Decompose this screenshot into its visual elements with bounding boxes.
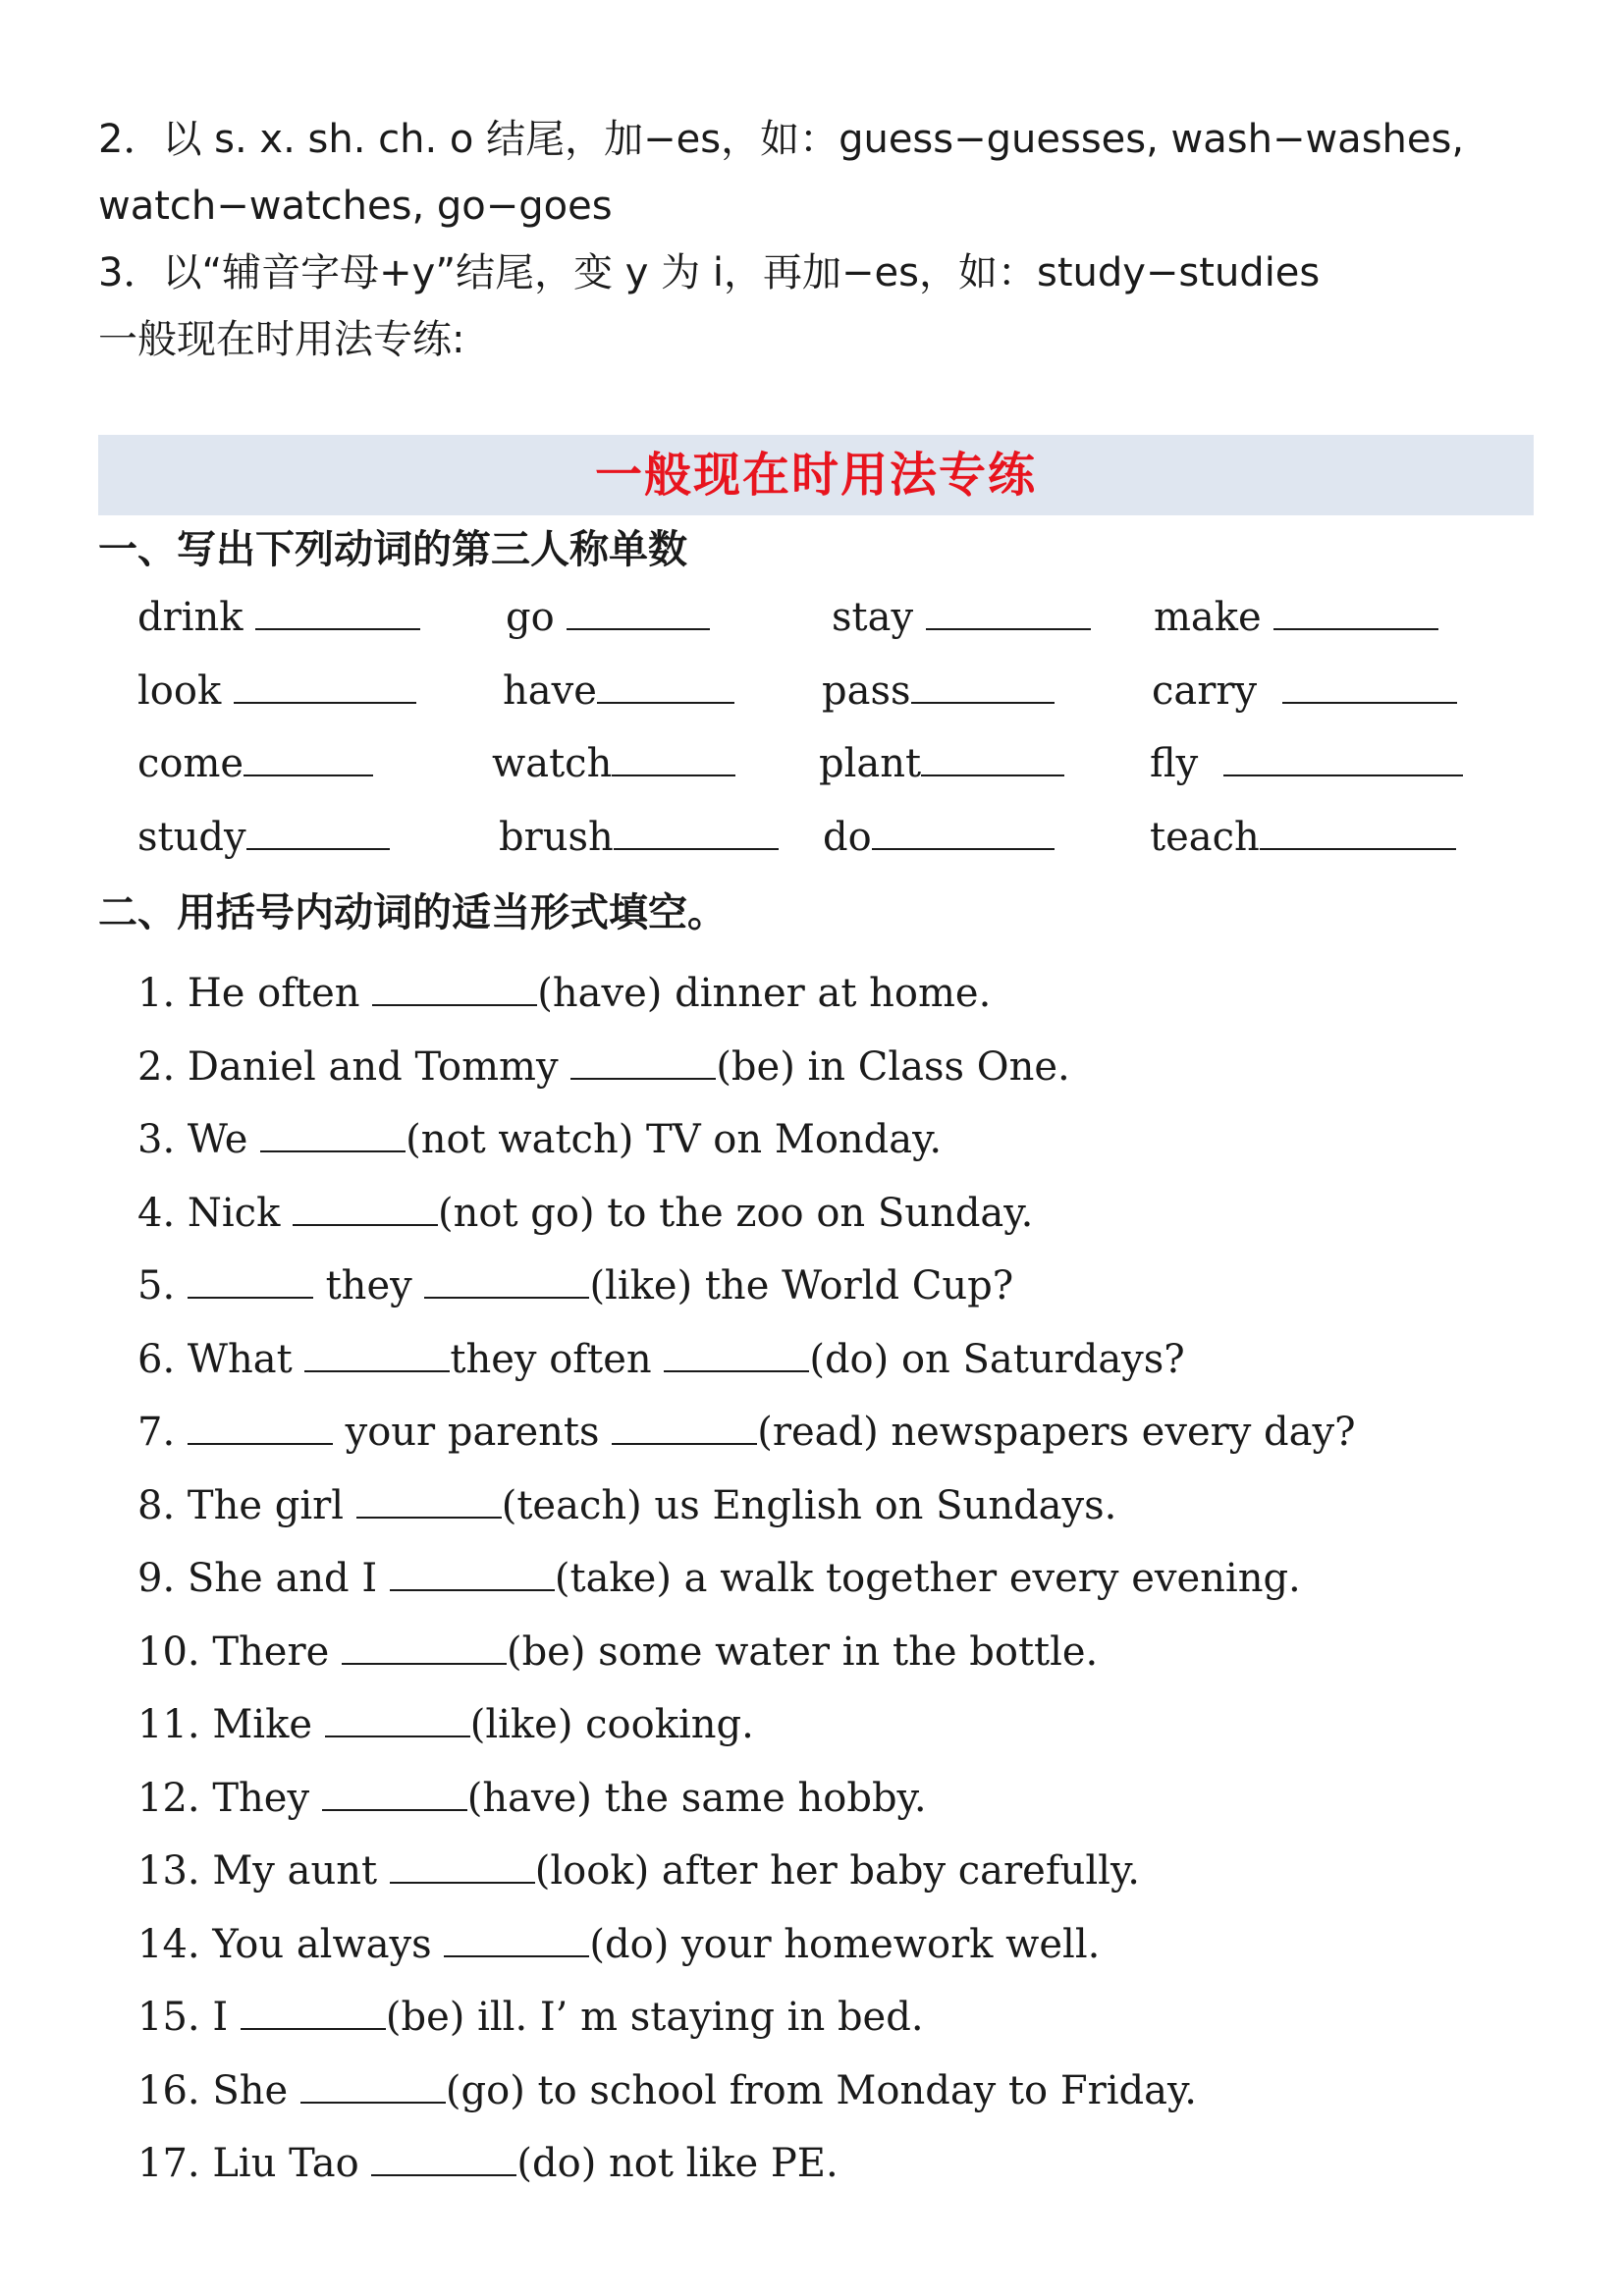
answer-blank[interactable] [322, 1772, 467, 1811]
answer-blank[interactable] [244, 735, 373, 776]
exercise-item [137, 1542, 1532, 1616]
item-text: Liu Tao [212, 2141, 372, 2186]
verb-row [137, 589, 1512, 663]
exercise-item [137, 2055, 1532, 2128]
exercise-item [137, 1616, 1532, 1689]
item-text: Mike [212, 1702, 325, 1747]
item-text: (be) ill. I’ m staying in bed. [385, 1995, 924, 2040]
item-text: your parents [332, 1410, 613, 1455]
item-text: You always [212, 1921, 445, 1967]
verb-label: plant [819, 741, 922, 786]
verb-row [137, 663, 1512, 736]
answer-blank[interactable] [872, 809, 1055, 850]
verb-item [503, 663, 734, 719]
verb-label: do [823, 814, 872, 860]
exercise-item [137, 1031, 1532, 1104]
answer-blank[interactable] [293, 1187, 438, 1226]
answer-blank[interactable] [570, 1041, 716, 1080]
section-1-heading: 一、写出下列动词的第三人称单数 [98, 527, 687, 572]
verb-label: brush [499, 814, 614, 860]
exercise-item [137, 1908, 1532, 1982]
item-text: (not go) to the zoo on Sunday. [438, 1190, 1034, 1236]
item-text: (teach) us English on Sundays. [501, 1482, 1117, 1528]
answer-blank[interactable] [241, 1991, 386, 2030]
verb-item [506, 589, 710, 645]
item-number: 4. [137, 1190, 176, 1236]
item-text: (do) your homework well. [589, 1921, 1101, 1967]
item-text: (look) after her baby carefully. [534, 1848, 1140, 1894]
verb-label: come [137, 741, 244, 786]
answer-blank[interactable] [356, 1479, 502, 1519]
item-number: 6. [137, 1336, 176, 1382]
verb-item [137, 809, 390, 865]
answer-blank[interactable] [1273, 589, 1438, 630]
item-text: (be) in Class One. [716, 1043, 1070, 1090]
answer-blank[interactable] [424, 1259, 589, 1299]
exercise-item [137, 1103, 1532, 1177]
item-text: I [212, 1995, 241, 2040]
item-text: She [212, 2067, 300, 2113]
answer-blank[interactable] [234, 663, 416, 704]
item-text: They [212, 1775, 322, 1821]
item-text: Nick [187, 1190, 294, 1236]
item-number: 10. [137, 1629, 200, 1675]
answer-blank[interactable] [597, 663, 734, 704]
answer-blank[interactable] [342, 1626, 507, 1665]
item-number: 7. [137, 1410, 176, 1455]
exercise-item [137, 1250, 1532, 1323]
verb-label: go [506, 595, 555, 640]
verb-item [1150, 735, 1463, 791]
verb-item [819, 735, 1064, 791]
rule-line: 3．以“辅音字母+y”结尾，变 y 为 i，再加−es，如：study−studies [98, 250, 1321, 295]
rule-line: 2．以 s. x. sh. ch. o 结尾，加−es，如：guess−guesses, wash−washes, [98, 117, 1465, 162]
item-text: (be) some water in the bottle. [506, 1629, 1099, 1675]
item-text: (read) newspapers every day? [757, 1410, 1356, 1455]
verb-label: stay [832, 595, 914, 640]
item-text: There [212, 1629, 342, 1675]
exercise-item [137, 1981, 1532, 2055]
verb-item [822, 663, 1055, 719]
verb-item [1150, 809, 1456, 865]
verb-label: teach [1150, 814, 1260, 860]
item-number: 17. [137, 2141, 200, 2186]
answer-blank[interactable] [372, 967, 537, 1006]
exercise-item [137, 957, 1532, 1031]
answer-blank[interactable] [921, 735, 1064, 776]
exercise-item [137, 1323, 1532, 1397]
banner-title: 一般现在时用法专练 [594, 448, 1037, 503]
answer-blank[interactable] [444, 1918, 589, 1957]
verb-row [137, 735, 1512, 809]
answer-blank[interactable] [664, 1333, 809, 1372]
answer-blank[interactable] [300, 2064, 446, 2104]
answer-blank[interactable] [255, 589, 420, 630]
answer-blank[interactable] [1223, 735, 1463, 776]
exercise-list [137, 957, 1532, 2201]
verb-label: make [1154, 595, 1262, 640]
exercise-item [137, 1762, 1532, 1836]
title-banner [98, 435, 1534, 515]
item-text: (go) to school from Monday to Friday. [445, 2067, 1197, 2113]
answer-blank[interactable] [926, 589, 1091, 630]
verb-item [823, 809, 1055, 865]
item-text: (like) cooking. [469, 1702, 754, 1747]
item-number: 2. [137, 1043, 176, 1090]
answer-blank[interactable] [371, 2137, 516, 2176]
rule-line: 一般现在时用法专练: [98, 317, 465, 362]
answer-blank[interactable] [246, 809, 390, 850]
item-text: (do) on Saturdays? [809, 1336, 1185, 1382]
item-text: (have) the same hobby. [466, 1775, 927, 1821]
answer-blank[interactable] [1282, 663, 1457, 704]
answer-blank[interactable] [612, 735, 735, 776]
item-number: 1. [137, 971, 176, 1016]
item-text: they [312, 1263, 425, 1308]
verb-item [137, 589, 420, 645]
answer-blank[interactable] [325, 1698, 470, 1737]
verb-label: study [137, 814, 246, 860]
verb-label: have [503, 667, 597, 714]
answer-blank[interactable] [614, 809, 779, 850]
verb-grid [137, 589, 1512, 881]
item-number: 14. [137, 1921, 200, 1967]
section-2-heading: 二、用括号内动词的适当形式填空。 [98, 890, 727, 935]
item-number: 12. [137, 1775, 200, 1821]
answer-blank[interactable] [188, 1259, 313, 1299]
item-number: 15. [137, 1995, 200, 2040]
verb-label: pass [822, 667, 911, 714]
item-text: He often [187, 971, 373, 1016]
item-number: 9. [137, 1556, 176, 1601]
item-number: 5. [137, 1263, 176, 1308]
verb-item [832, 589, 1091, 645]
verb-item [499, 809, 779, 865]
answer-blank[interactable] [304, 1333, 450, 1372]
item-text: My aunt [212, 1848, 390, 1894]
item-text: (not watch) TV on Monday. [406, 1117, 943, 1162]
answer-blank[interactable] [612, 1406, 757, 1445]
item-text: they often [450, 1336, 665, 1382]
answer-blank[interactable] [390, 1844, 535, 1884]
verb-label: look [137, 667, 222, 714]
item-number: 3. [137, 1117, 176, 1162]
exercise-item [137, 1688, 1532, 1762]
answer-blank[interactable] [1260, 809, 1456, 850]
answer-blank[interactable] [911, 663, 1055, 704]
verb-label: carry [1152, 667, 1258, 714]
verb-item [1154, 589, 1438, 645]
answer-blank[interactable] [260, 1113, 406, 1152]
verb-item [137, 663, 416, 719]
item-text: (have) dinner at home. [537, 971, 992, 1016]
verb-row [137, 809, 1512, 882]
verb-item [1152, 663, 1457, 719]
exercise-item [137, 1469, 1532, 1543]
exercise-item [137, 1396, 1532, 1469]
rules-text [98, 106, 1532, 373]
verb-label: fly [1150, 741, 1199, 786]
item-text: Daniel and Tommy [187, 1043, 571, 1090]
item-text: We [187, 1117, 261, 1162]
verb-item [492, 735, 735, 791]
item-text: (do) not like PE. [516, 2141, 839, 2186]
item-number: 8. [137, 1482, 176, 1528]
answer-blank[interactable] [390, 1552, 555, 1591]
verb-item [137, 735, 373, 791]
item-text: (take) a walk together every evening. [554, 1556, 1301, 1601]
exercise-item [137, 1835, 1532, 1908]
exercise-item [137, 1177, 1532, 1251]
item-text: (like) the World Cup? [589, 1263, 1014, 1308]
answer-blank[interactable] [188, 1406, 333, 1445]
item-text: She and I [187, 1556, 390, 1601]
answer-blank[interactable] [567, 589, 710, 630]
exercise-item [137, 2127, 1532, 2201]
item-number: 16. [137, 2067, 200, 2113]
rule-line: watch−watches, go−goes [98, 184, 613, 229]
item-number: 13. [137, 1848, 200, 1894]
verb-label: watch [492, 741, 613, 786]
verb-label: drink [137, 595, 244, 640]
item-number: 11. [137, 1702, 200, 1747]
item-text: The girl [187, 1482, 356, 1528]
item-text: What [187, 1336, 305, 1382]
